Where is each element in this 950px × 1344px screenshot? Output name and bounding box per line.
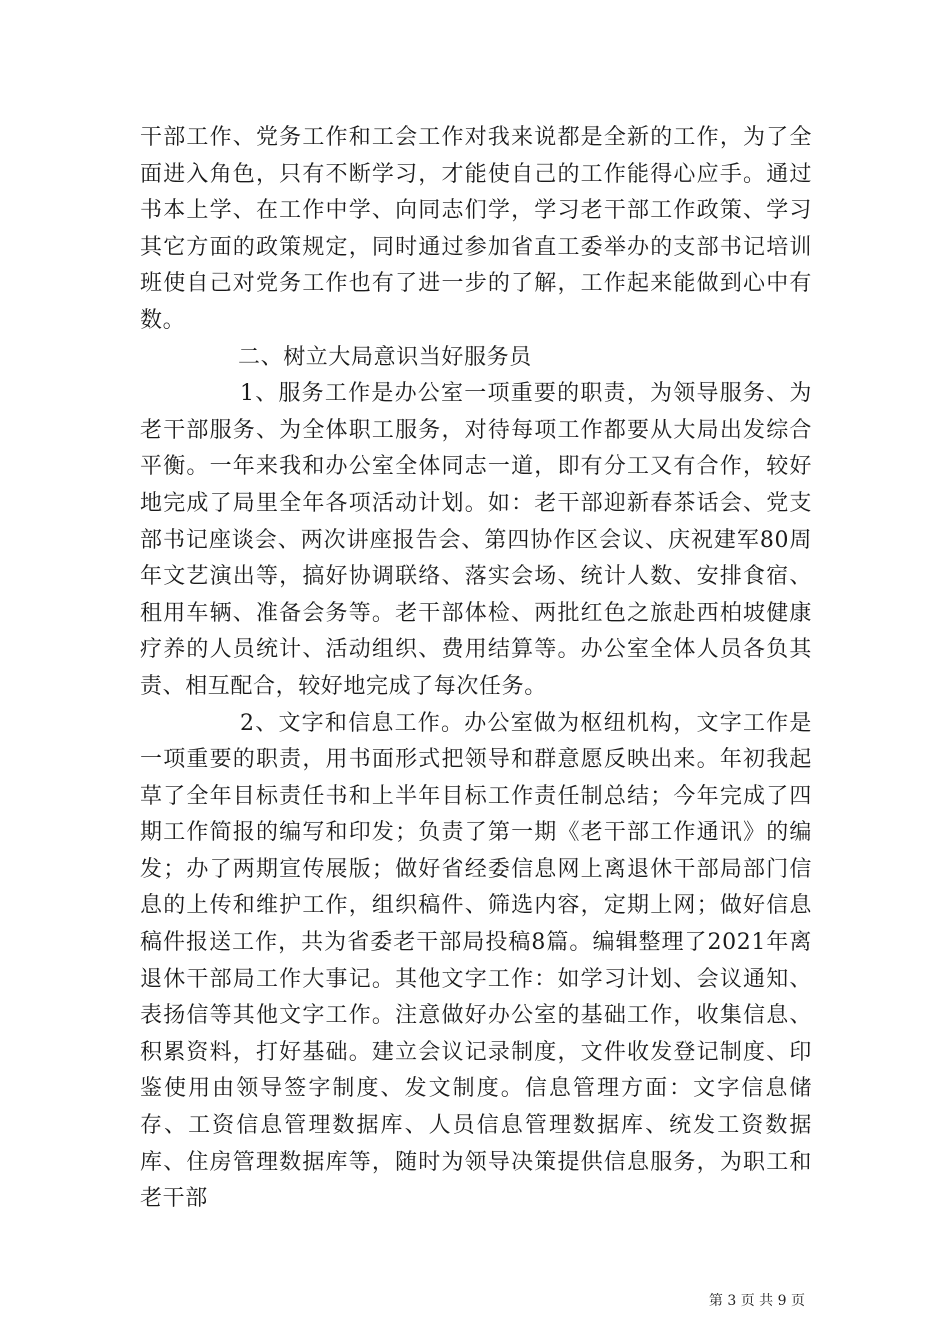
section-heading: 二、树立大局意识当好服务员 [238, 344, 532, 370]
page-number-footer: 第 3 页 共 9 页 [708, 1293, 805, 1309]
paragraph-service-work: 1、服务工作是办公室一项重要的职责，为领导服务、为老干部服务、为全体职工服务，对待每项工作都要从大局出发综合平衡。一年来我和办公室全体同志一道，即有分工又有合作，较好地完成了局里全年各项活动计划。如：老干部迎新春茶话会、党支部书记座谈会、两次讲座报告会、第四协作区会议、庆祝建军80周年文艺演出等，搞好协调联络、落实会场、统计人数、安排食宿、租用车辆、准备会务等。老干部体检、两批红色之旅赴西柏坡健康疗养的人员统计、活动组织、费用结算等。办公室全体人员各负其责、相互配合，较好地完成了每次任务。 [140, 381, 812, 699]
paragraph-continuation: 干部工作、党务工作和工会工作对我来说都是全新的工作，为了全面进入角色，只有不断学习，才能使自己的工作能得心应手。通过书本上学、在工作中学、向同志们学，学习老干部工作政策、学习其它方面的政策规定，同时通过参加省直工委举办的支部书记培训班使自己对党务工作也有了进一步的了解，工作起来能做到心中有数。 [140, 125, 812, 333]
paragraph-writing-info-work: 2、文字和信息工作。办公室做为枢纽机构，文字工作是一项重要的职责，用书面形式把领导和群意愿反映出来。年初我起草了全年目标责任书和上半年目标工作责任制总结；今年完成了四期工作简报的编写和印发；负责了第一期《老干部工作通讯》的编发；办了两期宣传展版；做好省经委信息网上离退休干部局部门信息的上传和维护工作，组织稿件、筛选内容，定期上网；做好信息稿件报送工作，共为省委老干部局投稿8篇。编辑整理了2021年离退休干部局工作大事记。其他文字工作：如学习计划、会议通知、表扬信等其他文字工作。注意做好办公室的基础工作，收集信息、积累资料，打好基础。建立会议记录制度，文件收发登记制度、印鉴使用由领导签字制度、发文制度。信息管理方面：文字信息储存、工资信息管理数据库、人员信息管理数据库、统发工资数据库、住房管理数据库等，随时为领导决策提供信息服务，为职工和老干部 [140, 710, 812, 1212]
document-body [140, 120, 812, 1218]
